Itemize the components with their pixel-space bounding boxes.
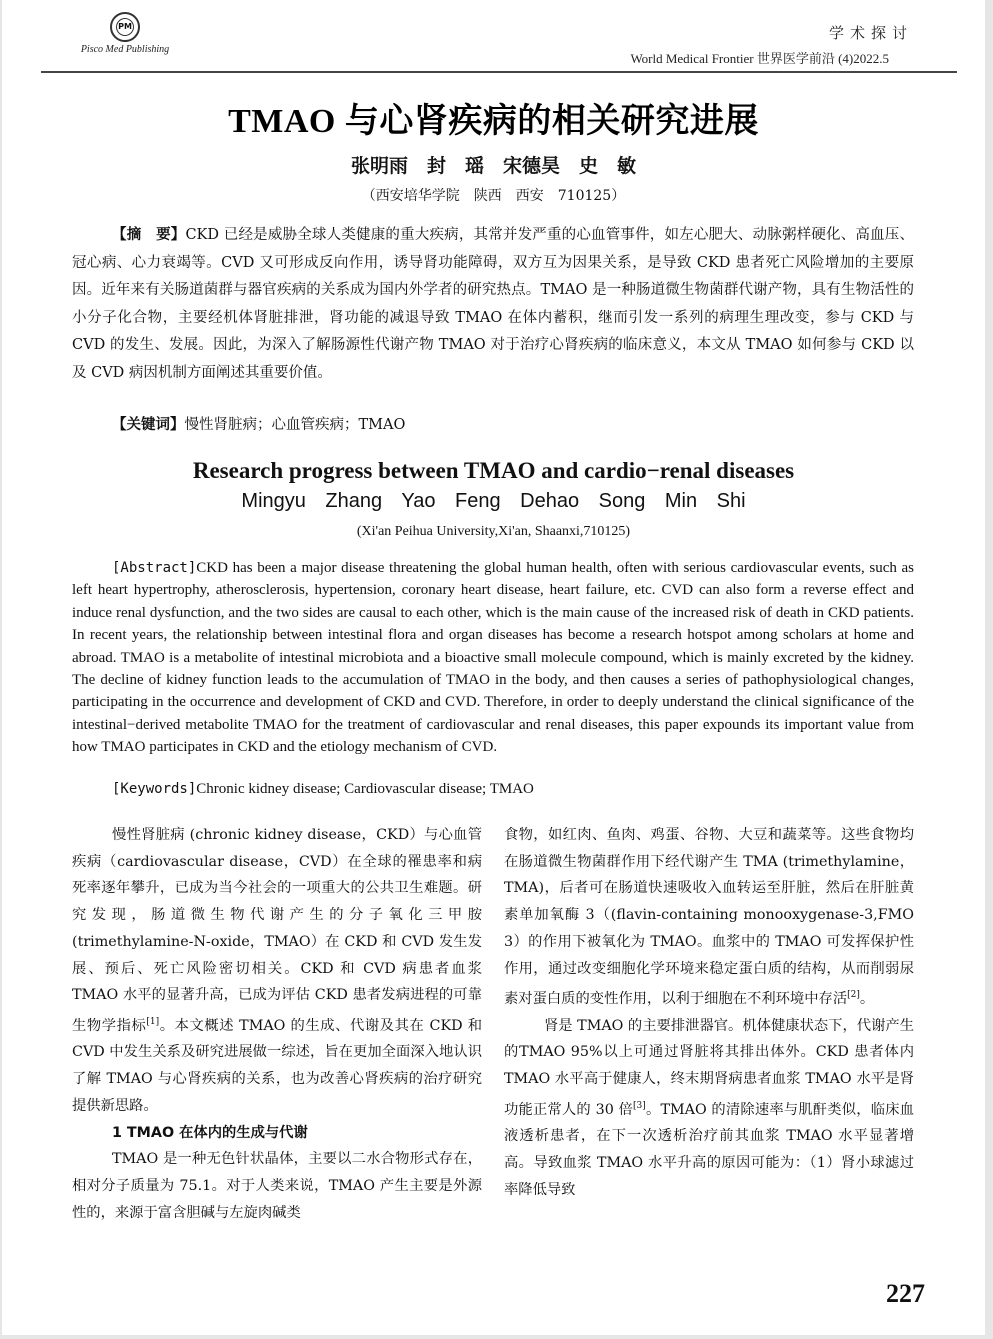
publisher-logo — [70, 12, 180, 55]
section-heading: 1 TMAO 在体内的生成与代谢 — [112, 1124, 308, 1141]
publisher-emblem-text: PM — [116, 18, 134, 36]
body-column-left — [72, 822, 482, 1226]
body-paragraph — [504, 1013, 914, 1204]
affiliation-en: (Xi'an Peihua University,Xi'an, Shaanxi,710125) — [356, 524, 631, 539]
abstract-en-label: [Abstract] — [112, 560, 197, 576]
citation-ref[interactable]: [3] — [633, 1100, 646, 1111]
article-title-cn: TMAO 与心肾疾病的相关研究进展 — [228, 103, 759, 140]
paragraph-text: 。 — [859, 990, 875, 1007]
authors-cn: 张明雨 封 瑶 宋德昊 史 敏 — [350, 155, 636, 177]
body-paragraph — [504, 822, 914, 1013]
paragraph-text: 肾是 TMAO 的主要排泄器官。机体健康状态下，代谢产生的TMAO 95%以上可通过肾脏将其排出体外。CKD 患者体内 TMAO 水平高于健康人，终末期肾病患者血浆 TMAO 水平是肾功能正常人的 30 倍 — [504, 1017, 914, 1118]
keywords-cn — [112, 413, 405, 434]
keywords-cn-label: 【关键词】 — [112, 417, 185, 433]
authors-en: Mingyu Zhang Yao Feng Dehao Song Min Shi — [241, 490, 746, 512]
page-number: 227 — [886, 1279, 925, 1308]
publisher-emblem-icon — [110, 12, 140, 42]
journal-info: World Medical Frontier 世界医学前沿 (4)2022.5 — [630, 51, 889, 66]
abstract-en-text: CKD has been a major disease threatening the global human health, often with serious cardiovascular events, such as left heart hypertrophy, atherosclerosis, hypertension, coronary heart disease, heart failure, etc. CVD can also form a reverse effect and induce renal dysfunction, and the two sides are causal to each other, which is the main cause of the increased risk of death in CKD patients. In recent years, the relationship between intestinal flora and organ diseases has become a research hotspot among scholars at home and abroad. TMAO is a metabolite of intestinal microbiota and a bioactive small molecule compound, which is mainly excreted by the kidney. The decline of kidney function leads to the accumulation of TMAO in the body, and then causes a series of pathophysiological changes, participating in the occurrence and development of CKD and CVD. Therefore, in order to deeply understand the clinical significance of the intestinal−derived metabolite TMAO for the treatment of cardiovascular and renal diseases, this paper expounds its important value from how TMAO participates in CKD and the etiology mechanism of CVD. — [72, 560, 914, 756]
citation-ref[interactable]: [1] — [146, 1016, 160, 1027]
abstract-en — [72, 557, 914, 759]
keywords-cn-text: 慢性肾脏病；心血管疾病；TMAO — [184, 417, 406, 433]
affiliation-cn: （西安培华学院 陕西 西安 710125） — [361, 188, 626, 204]
paragraph-text: 。本文概述 TMAO 的生成、代谢及其在 CKD 和 CVD 中发生关系及研究进展做一综述，旨在更加全面深入地认识了解 TMAO 与心肾疾病的关系，也为改善心肾疾病的治疗研究提供新思路。 — [72, 1017, 483, 1114]
article-title-en: Research progress between TMAO and cardio−renal diseases — [192, 458, 795, 483]
paragraph-text: 食物，如红肉、鱼肉、鸡蛋、谷物、大豆和蔬菜等。这些食物均在肠道微生物菌群作用下经代谢产生 TMA (trimethylamine，TMA)，后者可在肠道快速吸收入血转运至肝脏，然后在肝脏黄素单加氧酶 3（(flavin-containing monooxygenase-3,FMO 3）的作用下被氧化为 TMAO。血浆中的 TMAO 可发挥保护性作用，通过改变细胞化学环境来稳定蛋白质的结构，从而削弱尿素对蛋白质的变性作用，以利于细胞在不利环境中存活 — [504, 827, 914, 1007]
header-divider — [41, 71, 957, 73]
keywords-en-label: [Keywords] — [112, 781, 197, 797]
keywords-en-text: Chronic kidney disease; Cardiovascular disease; TMAO — [196, 781, 534, 797]
paragraph-text: 慢性肾脏病 (chronic kidney disease，CKD）与心血管疾病（cardiovascular disease，CVD）在全球的罹患率和病死率逐年攀升，已成为当今社会的一项重大的公共卫生难题。研究发现，肠道微生物代谢产生的分子氧化三甲胺 (trimethylamine-N-oxide，TMAO）在 CKD 和 CVD 发生发展、预后、死亡风险密切相关。CKD 和 CVD 病患者血浆 TMAO 水平的显著升高，已成为评估 CKD 患者发病进程的可靠生物学指标 — [72, 827, 482, 1034]
body-paragraph — [72, 822, 482, 1120]
journal-page — [2, 0, 985, 1335]
abstract-cn-label: 【摘 要】 — [112, 227, 186, 243]
body-column-right — [504, 822, 914, 1203]
citation-ref[interactable]: [2] — [847, 990, 860, 1001]
keywords-en — [112, 781, 534, 798]
section-label: 学术探讨 — [828, 24, 913, 42]
abstract-cn — [72, 222, 914, 387]
paragraph-text: 。TMAO 的清除速率与肌酐类似，临床血液透析患者，在下一次透析治疗前其血浆 TMAO 水平显著增高。导致血浆 TMAO 水平升高的原因可能为：（1）肾小球滤过率降低导致 — [504, 1101, 915, 1198]
body-paragraph: TMAO 是一种无色针状晶体，主要以二水合物形式存在，相对分子质量为 75.1。对于人类来说，TMAO 产生主要是外源性的，来源于富含胆碱与左旋肉碱类 — [72, 1151, 482, 1221]
abstract-cn-text: CKD 已经是威胁全球人类健康的重大疾病，其常并发严重的心血管事件，如左心肥大、动脉粥样硬化、高血压、冠心病、心力衰竭等。CVD 又可形成反向作用，诱导肾功能障碍，双方互为因果关系，是导致 CKD 患者死亡风险增加的主要原因。近年来有关肠道菌群与器官疾病的关系成为国内外学者的研究热点。TMAO 是一种肠道微生物菌群代谢产物，具有生物活性的小分子化合物，主要经机体肾脏排泄，肾功能的减退导致 TMAO 在体内蓄积，继而引发一系列的病理生理改变，参与 CKD 与 CVD 的发生、发展。因此，为深入了解肠源性代谢产物 TMAO 对于治疗心肾疾病的临床意义，本文从 TMAO 如何参与 CKD 以及 CVD 病因机制方面阐述其重要价值。 — [72, 227, 914, 381]
publisher-name: Pisco Med Publishing — [80, 44, 170, 55]
